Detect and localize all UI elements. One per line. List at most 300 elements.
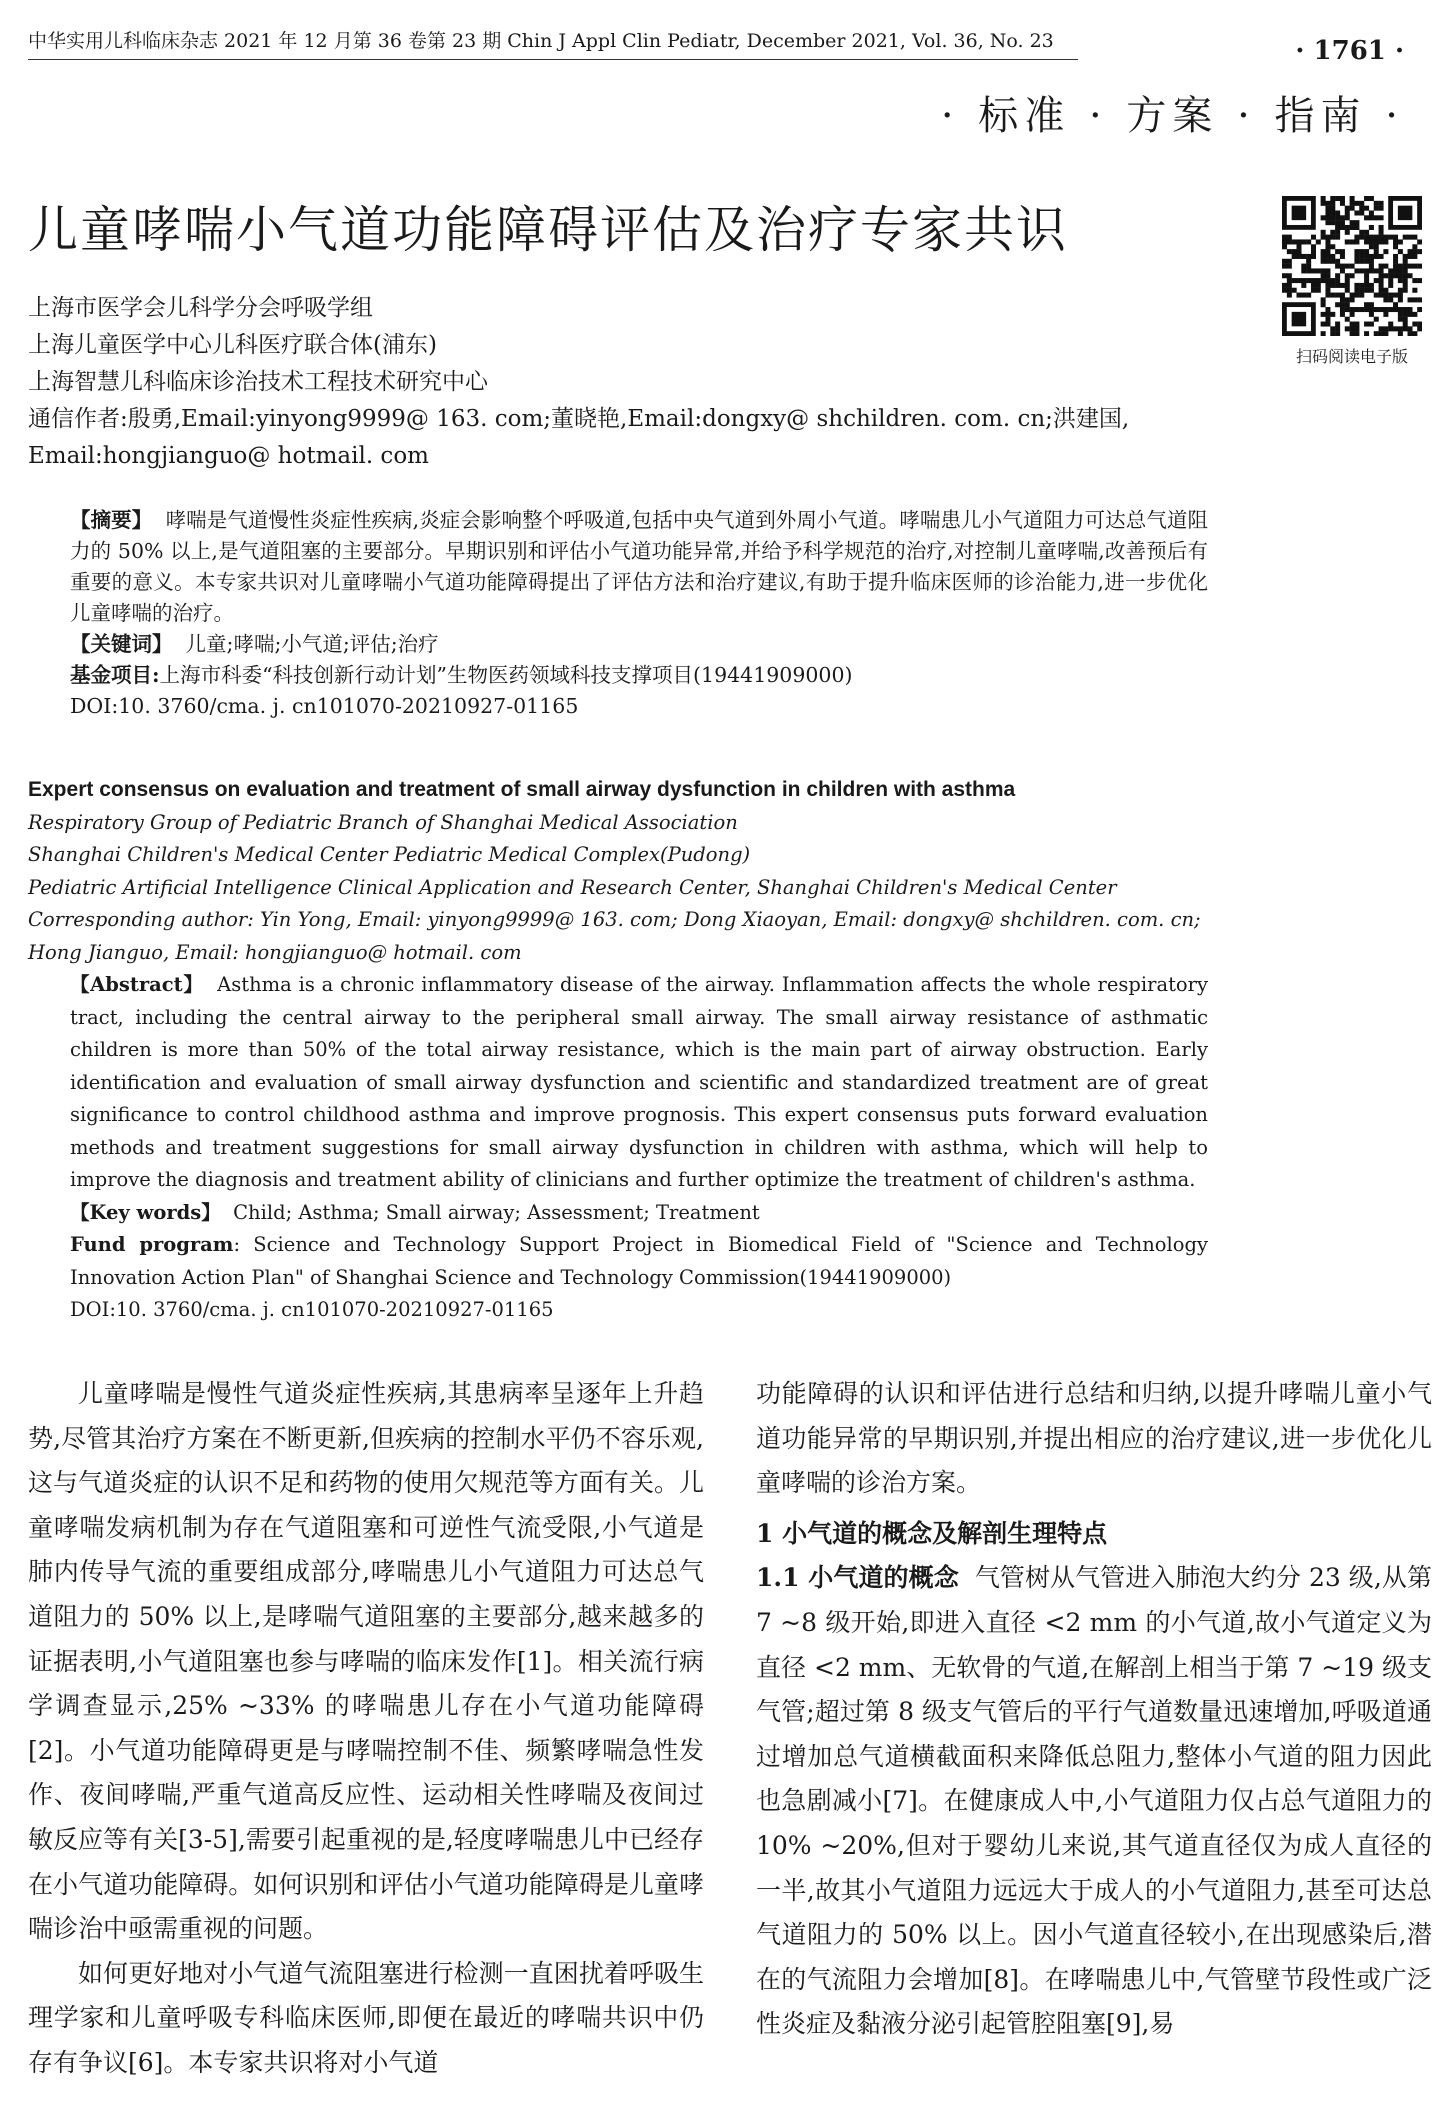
qr-module <box>1354 201 1359 206</box>
abstract-text: Asthma is a chronic inflammatory disease of the airway. Inflammation affects the whole respiratory tract, including the central airway to the peripheral small airway. The small airway resistance of asthmatic children is more than 50% of the total airway resistance, which is the main part of airway obstruction. Early identification and evaluation of small airway dysfunction and scientific and standardized treatment are of great significance to control childhood asthma and improve prognosis. This expert consensus puts forward evaluation methods and treatment suggestions for small airway dysfunction in children with asthma, which will help to improve the diagnosis and treatment ability of clinicians and further optimize the treatment of children's asthma. <box>70 973 1208 1191</box>
qr-module <box>1350 331 1355 336</box>
qr-module <box>1374 239 1379 244</box>
qr-module <box>1325 278 1330 283</box>
qr-module <box>1412 312 1417 317</box>
qr-module <box>1408 264 1413 269</box>
qr-module <box>1359 268 1364 273</box>
qr-module <box>1393 293 1398 298</box>
qr-module <box>1321 201 1326 206</box>
qr-module <box>1383 293 1388 298</box>
qr-module <box>1325 268 1330 273</box>
qr-module <box>1350 322 1355 327</box>
qr-module <box>1398 326 1403 331</box>
qr-finder <box>1398 206 1412 220</box>
qr-module <box>1350 307 1355 312</box>
qr-module <box>1388 307 1393 312</box>
qr-module <box>1369 264 1374 269</box>
qr-module <box>1340 220 1345 225</box>
qr-module <box>1379 268 1384 273</box>
doi-line: DOI:10. 3760/cma. j. cn101070-20210927-01165 <box>70 694 579 718</box>
qr-module <box>1316 268 1321 273</box>
qr-module <box>1287 293 1292 298</box>
qr-module <box>1374 215 1379 220</box>
qr-module <box>1287 249 1292 254</box>
qr-module <box>1340 268 1345 273</box>
qr-module <box>1287 288 1292 293</box>
qr-module <box>1330 254 1335 259</box>
qr-module <box>1388 297 1393 302</box>
qr-module <box>1354 326 1359 331</box>
qr-module <box>1393 235 1398 240</box>
qr-module <box>1296 278 1301 283</box>
qr-module <box>1417 264 1422 269</box>
qr-module <box>1364 235 1369 240</box>
abstract-paragraph <box>28 505 1208 629</box>
qr-module <box>1383 249 1388 254</box>
qr-module <box>1354 283 1359 288</box>
author-line: 上海市医学会儿科学分会呼吸学组 <box>28 295 373 321</box>
qr-module <box>1330 278 1335 283</box>
qr-module <box>1403 288 1408 293</box>
journal-header: 中华实用儿科临床杂志 2021 年 12 月第 36 卷第 23 期 Chin J Appl Clin Pediatr, December 2021, Vol. 36, No. 23 <box>28 26 1078 60</box>
qr-module <box>1335 322 1340 327</box>
qr-module <box>1330 326 1335 331</box>
qr-module <box>1340 307 1345 312</box>
qr-module <box>1403 322 1408 327</box>
qr-module <box>1359 288 1364 293</box>
qr-module <box>1403 264 1408 269</box>
qr-module <box>1379 293 1384 298</box>
qr-module <box>1321 235 1326 240</box>
qr-module <box>1311 288 1316 293</box>
body-paragraph: 如何更好地对小气道气流阻塞进行检测一直困扰着呼吸生理学家和儿童呼吸专科临床医师,即便在最近的哮喘共识中仍存有争议[6]。本专家共识将对小气道 <box>28 1958 704 2077</box>
qr-module <box>1287 239 1292 244</box>
qr-module <box>1398 264 1403 269</box>
qr-module <box>1340 312 1345 317</box>
qr-module <box>1282 235 1287 240</box>
qr-module <box>1408 273 1413 278</box>
qr-module <box>1350 225 1355 230</box>
qr-module <box>1412 331 1417 336</box>
qr-module <box>1364 206 1369 211</box>
qr-module <box>1398 331 1403 336</box>
qr-module <box>1388 283 1393 288</box>
qr-module <box>1301 239 1306 244</box>
qr-module <box>1359 293 1364 298</box>
keywords-line <box>28 1197 1208 1230</box>
qr-module <box>1345 302 1350 307</box>
qr-module <box>1282 239 1287 244</box>
qr-module <box>1330 259 1335 264</box>
qr-module <box>1321 268 1326 273</box>
qr-module <box>1325 259 1330 264</box>
qr-module <box>1369 288 1374 293</box>
qr-module <box>1287 259 1292 264</box>
qr-module <box>1325 317 1330 322</box>
qr-module <box>1379 239 1384 244</box>
qr-module <box>1330 244 1335 249</box>
qr-module <box>1325 283 1330 288</box>
qr-module <box>1311 244 1316 249</box>
qr-module <box>1354 288 1359 293</box>
qr-module <box>1335 210 1340 215</box>
qr-module <box>1350 293 1355 298</box>
qr-module <box>1335 278 1340 283</box>
qr-module <box>1403 312 1408 317</box>
qr-module <box>1354 331 1359 336</box>
author-line: 上海智慧儿科临床诊治技术工程技术研究中心 <box>28 369 488 395</box>
qr-module <box>1383 235 1388 240</box>
fund-label: 基金项目: <box>70 663 160 687</box>
qr-module <box>1359 210 1364 215</box>
qr-module <box>1417 278 1422 283</box>
qr-module <box>1292 249 1297 254</box>
qr-module <box>1383 239 1388 244</box>
qr-module <box>1388 293 1393 298</box>
qr-module <box>1350 297 1355 302</box>
subsection-text: 气管树从气管进入肺泡大约分 23 级,从第 7 ~8 级开始,即进入直径 <2 mm 的小气道,故小气道定义为直径 <2 mm、无软骨的气道,在解剖上相当于第 7 ~19 级支气管;超过第 8 级支气管后的平行气道数量迅速增加,呼吸道通过增加总气道横截面积来降低总阻力,整体小气道的阻力因此也急剧减小[7]。在健康成人中,小气道阻力仅占总气道阻力的 10% ~20%,但对于婴幼儿来说,其气道直径仅为成人直径的一半,故其小气道阻力远远大于成人的小气道阻力,甚至可达总气道阻力的 50% 以上。因小气道直径较小,在出现感染后,潜在的气流阻力会增加[8]。在哮喘患儿中,气管壁节段性或广泛性炎症及黏液分泌引起管腔阻塞[9],易 <box>756 1563 1432 2039</box>
qr-module <box>1345 326 1350 331</box>
qr-module <box>1335 326 1340 331</box>
qr-module <box>1374 331 1379 336</box>
qr-module <box>1321 230 1326 235</box>
qr-module <box>1369 312 1374 317</box>
qr-module <box>1374 307 1379 312</box>
qr-module <box>1325 201 1330 206</box>
section-heading: 1 小气道的概念及解剖生理特点 <box>756 1518 1108 1548</box>
qr-module <box>1340 196 1345 201</box>
qr-module <box>1316 288 1321 293</box>
qr-module <box>1282 264 1287 269</box>
qr-module <box>1345 215 1350 220</box>
qr-module <box>1301 278 1306 283</box>
qr-module <box>1364 307 1369 312</box>
qr-module <box>1292 278 1297 283</box>
qr-module <box>1350 239 1355 244</box>
qr-module <box>1345 264 1350 269</box>
qr-module <box>1408 312 1413 317</box>
qr-module <box>1417 297 1422 302</box>
body-paragraph: 功能障碍的认识和评估进行总结和归纳,以提升哮喘儿童小气道功能异常的早期识别,并提出相应的治疗建议,进一步优化儿童哮喘的诊治方案。 <box>756 1379 1432 1498</box>
qr-module <box>1321 273 1326 278</box>
qr-module <box>1311 249 1316 254</box>
qr-module <box>1292 239 1297 244</box>
qr-module <box>1321 331 1326 336</box>
qr-module <box>1398 239 1403 244</box>
qr-module <box>1354 259 1359 264</box>
correspondence-line: 通信作者:殷勇,Email:yinyong9999@ 163. com;董晓艳,Email:dongxy@ shchildren. com. cn;洪建国, <box>28 406 1130 432</box>
qr-module <box>1354 220 1359 225</box>
qr-module <box>1296 239 1301 244</box>
qr-module <box>1403 326 1408 331</box>
affiliation-line: Shanghai Children's Medical Center Pediatric Medical Complex(Pudong) <box>28 843 751 866</box>
qr-module <box>1393 244 1398 249</box>
qr-module <box>1335 283 1340 288</box>
qr-code[interactable] <box>1282 196 1422 336</box>
qr-module <box>1292 254 1297 259</box>
qr-module <box>1321 249 1326 254</box>
qr-module <box>1301 254 1306 259</box>
subsection-heading: 1.1 小气道的概念 <box>756 1563 959 1593</box>
qr-module <box>1417 249 1422 254</box>
qr-module <box>1335 196 1340 201</box>
qr-module <box>1379 326 1384 331</box>
qr-module <box>1335 230 1340 235</box>
qr-module <box>1383 264 1388 269</box>
qr-module <box>1364 196 1369 201</box>
qr-module <box>1306 254 1311 259</box>
qr-module <box>1354 268 1359 273</box>
qr-module <box>1393 268 1398 273</box>
qr-module <box>1354 235 1359 240</box>
qr-module <box>1412 278 1417 283</box>
qr-module <box>1393 307 1398 312</box>
qr-module <box>1374 317 1379 322</box>
qr-module <box>1311 254 1316 259</box>
qr-module <box>1412 254 1417 259</box>
qr-module <box>1374 249 1379 254</box>
qr-module <box>1403 259 1408 264</box>
qr-finder <box>1292 206 1306 220</box>
qr-module <box>1398 249 1403 254</box>
qr-module <box>1359 235 1364 240</box>
qr-module <box>1388 322 1393 327</box>
section-label: · 标准 · 方案 · 指南 · <box>940 93 1404 139</box>
qr-module <box>1412 264 1417 269</box>
qr-module <box>1374 244 1379 249</box>
qr-module <box>1417 239 1422 244</box>
qr-module <box>1325 288 1330 293</box>
qr-module <box>1364 239 1369 244</box>
qr-module <box>1301 283 1306 288</box>
qr-module <box>1379 331 1384 336</box>
qr-module <box>1321 215 1326 220</box>
qr-module <box>1311 235 1316 240</box>
qr-module <box>1350 196 1355 201</box>
qr-module <box>1383 331 1388 336</box>
qr-module <box>1330 215 1335 220</box>
qr-module <box>1369 268 1374 273</box>
qr-module <box>1379 307 1384 312</box>
qr-module <box>1282 259 1287 264</box>
qr-module <box>1354 239 1359 244</box>
qr-module <box>1354 210 1359 215</box>
body-column-right <box>756 1372 1432 2047</box>
qr-module <box>1398 297 1403 302</box>
qr-module <box>1403 278 1408 283</box>
qr-module <box>1364 288 1369 293</box>
qr-module <box>1379 230 1384 235</box>
qr-module <box>1359 259 1364 264</box>
qr-module <box>1369 254 1374 259</box>
qr-module <box>1383 312 1388 317</box>
qr-module <box>1408 307 1413 312</box>
body-column-left <box>28 1372 704 2086</box>
chinese-abstract <box>28 505 1208 722</box>
qr-module <box>1412 322 1417 327</box>
body-paragraph: 儿童哮喘是慢性气道炎症性疾病,其患病率呈逐年上升趋势,尽管其治疗方案在不断更新,但疾病的控制水平仍不容乐观,这与气道炎症的认识不足和药物的使用欠规范等方面有关。儿童哮喘发病机制为存在气道阻塞和可逆性气流受限,小气道是肺内传导气流的重要组成部分,哮喘患儿小气道阻力可达总气道阻力的 50% 以上,是哮喘气道阻塞的主要部分,越来越多的证据表明,小气道阻塞也参与哮喘的临床发作[1]。相关流行病学调查显示,25% ~33% 的哮喘患儿存在小气道功能障碍[2]。小气道功能障碍更是与哮喘控制不佳、频繁哮喘急性发作、夜间哮喘,严重气道高反应性、运动相关性哮喘及夜间过敏反应等有关[3-5],需要引起重视的是,轻度哮喘患儿中已经存在小气道功能障碍。如何识别和评估小气道功能障碍是儿童哮喘诊治中亟需重视的问题。 <box>28 1379 704 1944</box>
qr-module <box>1330 230 1335 235</box>
qr-module <box>1379 206 1384 211</box>
qr-module <box>1388 268 1393 273</box>
qr-module <box>1340 297 1345 302</box>
qr-module <box>1340 225 1345 230</box>
qr-module <box>1364 283 1369 288</box>
qr-module <box>1398 307 1403 312</box>
qr-module <box>1282 288 1287 293</box>
qr-module <box>1335 225 1340 230</box>
qr-module <box>1345 206 1350 211</box>
qr-module <box>1335 220 1340 225</box>
abstract-text: 哮喘是气道慢性炎症性疾病,炎症会影响整个呼吸道,包括中央气道到外周小气道。哮喘患儿小气道阻力可达总气道阻力的 50% 以上,是气道阻塞的主要部分。早期识别和评估小气道功能异常,并给予科学规范的治疗,对控制儿童哮喘,改善预后有重要的意义。本专家共识对儿童哮喘小气道功能障碍提出了评估方法和治疗建议,有助于提升临床医师的诊治能力,进一步优化儿童哮喘的治疗。 <box>70 508 1209 625</box>
qr-module <box>1403 283 1408 288</box>
qr-module <box>1374 235 1379 240</box>
qr-module <box>1316 239 1321 244</box>
english-abstract <box>28 774 1208 1327</box>
qr-module <box>1369 302 1374 307</box>
qr-module <box>1321 196 1326 201</box>
qr-module <box>1412 297 1417 302</box>
qr-module <box>1306 239 1311 244</box>
qr-module <box>1345 210 1350 215</box>
qr-module <box>1345 288 1350 293</box>
qr-module <box>1321 297 1326 302</box>
qr-module <box>1364 273 1369 278</box>
qr-module <box>1292 288 1297 293</box>
qr-module <box>1340 264 1345 269</box>
qr-code-icon <box>1282 196 1422 336</box>
qr-module <box>1335 259 1340 264</box>
qr-module <box>1369 235 1374 240</box>
qr-module <box>1335 273 1340 278</box>
fund-text: : Science and Technology Support Project in Biomedical Field of "Science and Technology Innovation Action Plan" of Shanghai Science and Technology Commission(19441909000) <box>70 1233 1208 1289</box>
qr-module <box>1340 293 1345 298</box>
qr-module <box>1354 254 1359 259</box>
qr-module <box>1393 259 1398 264</box>
qr-module <box>1330 312 1335 317</box>
qr-module <box>1330 293 1335 298</box>
qr-module <box>1330 283 1335 288</box>
body-paragraph <box>756 1556 1432 2047</box>
qr-module <box>1325 210 1330 215</box>
qr-module <box>1325 206 1330 211</box>
qr-module <box>1379 278 1384 283</box>
qr-module <box>1306 259 1311 264</box>
qr-module <box>1340 215 1345 220</box>
qr-module <box>1383 326 1388 331</box>
qr-module <box>1340 254 1345 259</box>
qr-module <box>1393 239 1398 244</box>
qr-module <box>1369 210 1374 215</box>
qr-module <box>1350 273 1355 278</box>
qr-module <box>1398 317 1403 322</box>
qr-module <box>1301 293 1306 298</box>
qr-module <box>1335 302 1340 307</box>
qr-module <box>1354 322 1359 327</box>
qr-module <box>1306 268 1311 273</box>
qr-module <box>1325 239 1330 244</box>
qr-module <box>1364 230 1369 235</box>
qr-module <box>1287 278 1292 283</box>
qr-module <box>1403 273 1408 278</box>
qr-module <box>1379 283 1384 288</box>
qr-module <box>1364 215 1369 220</box>
qr-module <box>1354 225 1359 230</box>
article-title: 儿童哮喘小气道功能障碍评估及治疗专家共识 <box>28 201 1068 259</box>
keywords-label: 【Key words】 <box>70 1200 221 1224</box>
qr-module <box>1287 235 1292 240</box>
qr-module <box>1282 273 1287 278</box>
qr-module <box>1412 235 1417 240</box>
qr-module <box>1369 196 1374 201</box>
author-line: 上海儿童医学中心儿科医疗联合体(浦东) <box>28 332 437 358</box>
qr-module <box>1417 326 1422 331</box>
qr-module <box>1398 268 1403 273</box>
qr-module <box>1335 293 1340 298</box>
qr-module <box>1321 254 1326 259</box>
qr-module <box>1345 278 1350 283</box>
qr-module <box>1393 326 1398 331</box>
qr-module <box>1364 268 1369 273</box>
qr-module <box>1408 249 1413 254</box>
qr-module <box>1340 249 1345 254</box>
qr-module <box>1403 254 1408 259</box>
qr-module <box>1383 273 1388 278</box>
fund-text: 上海市科委“科技创新行动计划”生物医药领域科技支撑项目(19441909000) <box>159 663 853 687</box>
qr-module <box>1408 235 1413 240</box>
qr-module <box>1350 326 1355 331</box>
qr-module <box>1311 283 1316 288</box>
qr-module <box>1306 264 1311 269</box>
fund-line <box>28 660 1208 691</box>
qr-module <box>1403 268 1408 273</box>
qr-module <box>1388 273 1393 278</box>
qr-module <box>1330 210 1335 215</box>
qr-module <box>1369 307 1374 312</box>
qr-module <box>1374 201 1379 206</box>
qr-module <box>1408 254 1413 259</box>
qr-module <box>1393 273 1398 278</box>
doi-line: DOI:10. 3760/cma. j. cn101070-20210927-01165 <box>70 1298 554 1321</box>
qr-module <box>1296 293 1301 298</box>
qr-module <box>1383 297 1388 302</box>
qr-module <box>1369 259 1374 264</box>
qr-module <box>1354 307 1359 312</box>
qr-module <box>1364 322 1369 327</box>
qr-module <box>1383 307 1388 312</box>
fund-line <box>28 1229 1208 1294</box>
qr-module <box>1379 254 1384 259</box>
qr-module <box>1325 273 1330 278</box>
qr-module <box>1408 326 1413 331</box>
qr-module <box>1321 312 1326 317</box>
qr-module <box>1330 196 1335 201</box>
qr-module <box>1354 249 1359 254</box>
qr-module <box>1364 254 1369 259</box>
affiliation-line: Respiratory Group of Pediatric Branch of Shanghai Medical Association <box>28 810 738 834</box>
qr-module <box>1398 273 1403 278</box>
qr-module <box>1417 307 1422 312</box>
qr-module <box>1379 201 1384 206</box>
qr-module <box>1374 254 1379 259</box>
qr-module <box>1364 278 1369 283</box>
qr-module <box>1296 254 1301 259</box>
qr-module <box>1379 288 1384 293</box>
qr-module <box>1379 273 1384 278</box>
qr-module <box>1374 278 1379 283</box>
qr-module <box>1374 293 1379 298</box>
qr-module <box>1325 254 1330 259</box>
